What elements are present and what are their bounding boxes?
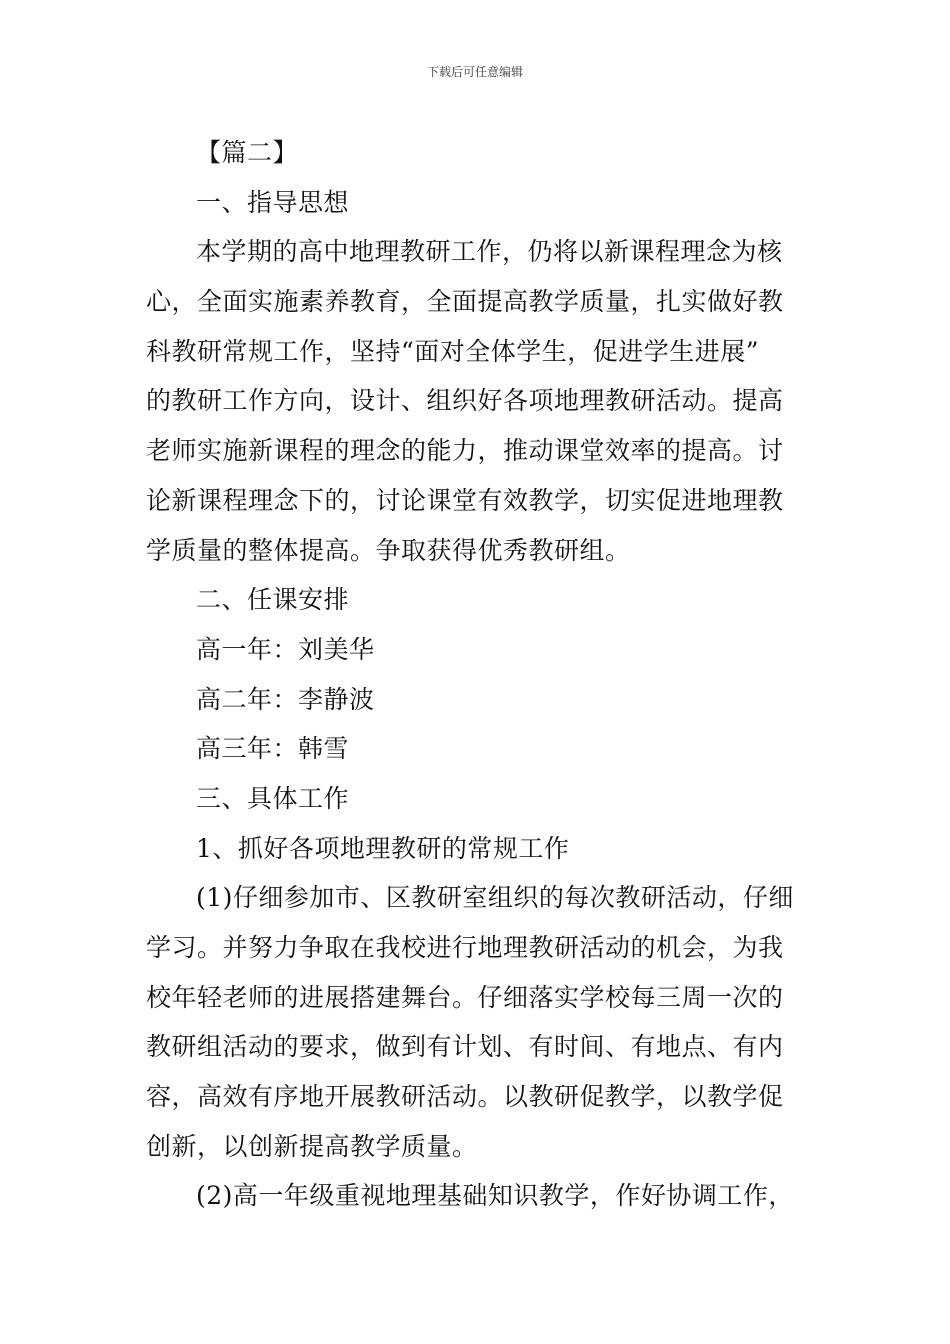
paragraph-line: 学习。并努力争取在我校进行地理教研活动的机会，为我 bbox=[146, 933, 784, 962]
document-body bbox=[146, 128, 808, 1221]
page-header-note: 下载后可任意编辑 bbox=[426, 65, 523, 79]
heading-specific-work: 三、具体工作 bbox=[196, 783, 350, 813]
paragraph-grade-1-focus bbox=[146, 1171, 808, 1221]
assignment-grade-2: 高二年：李静波 bbox=[196, 684, 375, 714]
paragraph-line: (1)仔细参加市、区教研室组织的每次教研活动，仔细 bbox=[196, 883, 794, 913]
assignment-grade-3: 高三年：韩雪 bbox=[196, 734, 350, 764]
paragraph-line: 容，高效有序地开展教研活动。以教研促教学，以教学促 bbox=[146, 1082, 784, 1112]
paragraph-guiding-ideology bbox=[146, 227, 808, 575]
heading-course-assignment: 二、任课安排 bbox=[196, 585, 350, 615]
paragraph-line: 本学期的高中地理教研工作，仍将以新课程理念为核 bbox=[196, 237, 783, 267]
paragraph-line: 论新课程理念下的，讨论课堂有效教学，切实促进地理教 bbox=[146, 485, 784, 515]
assignment-grade-1: 高一年：刘美华 bbox=[196, 634, 375, 664]
paragraph-line: 老师实施新课程的理念的能力，推动课堂效率的提高。讨 bbox=[146, 436, 784, 466]
paragraph-routine-work bbox=[146, 873, 808, 1171]
paragraph-line: 校年轻老师的进展搭建舞台。仔细落实学校每三周一次的 bbox=[146, 982, 784, 1012]
paragraph-line: 教研组活动的要求，做到有计划、有时间、有地点、有内 bbox=[146, 1032, 784, 1062]
paragraph-line: 心，全面实施素养教育，全面提高教学质量，扎实做好教 bbox=[146, 287, 784, 317]
subheading-routine-work: 1、抓好各项地理教研的常规工作 bbox=[196, 833, 570, 863]
paragraph-line: 的教研工作方向，设计、组织好各项地理教研活动。提高 bbox=[146, 386, 784, 416]
paragraph-line: 创新，以创新提高教学质量。 bbox=[146, 1131, 478, 1161]
section-title: 【篇二】 bbox=[196, 138, 299, 167]
heading-guiding-ideology: 一、指导思想 bbox=[196, 187, 350, 217]
paragraph-line: (2)高一年级重视地理基础知识教学，作好协调工作， bbox=[196, 1181, 794, 1211]
paragraph-line: 科教研常规工作，坚持“面对全体学生，促进学生进展” bbox=[146, 336, 760, 366]
paragraph-line: 学质量的整体提高。争取获得优秀教研组。 bbox=[146, 535, 631, 565]
